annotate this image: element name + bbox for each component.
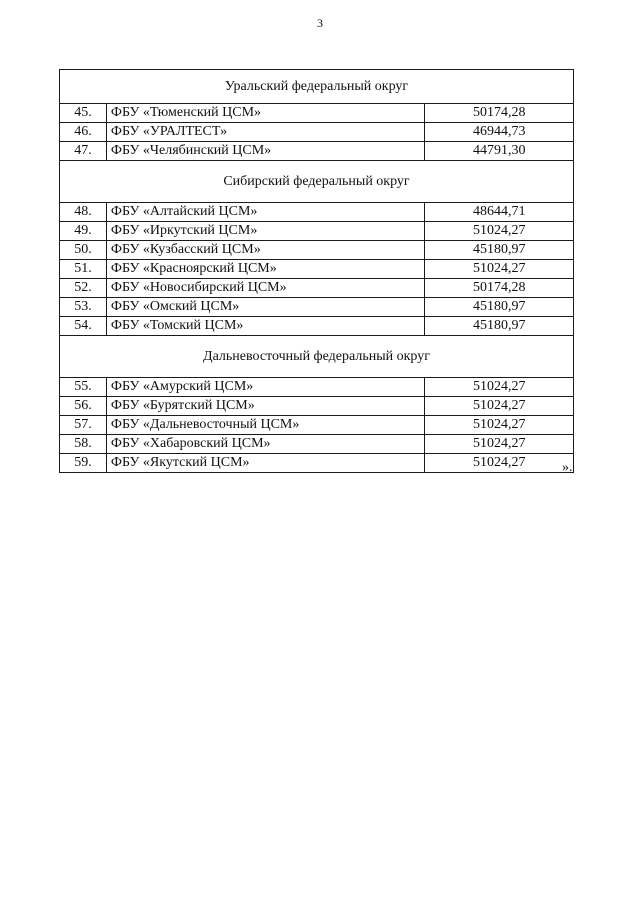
group-title: Сибирский федеральный округ xyxy=(60,161,574,203)
organization-name: ФБУ «Амурский ЦСМ» xyxy=(106,378,424,397)
table-row xyxy=(60,222,574,241)
group-header-row xyxy=(60,70,574,104)
organization-name: ФБУ «Якутский ЦСМ» xyxy=(106,454,424,473)
price-value: 51024,27 xyxy=(425,397,574,416)
price-value: 45180,97 xyxy=(425,317,574,336)
table-row xyxy=(60,298,574,317)
row-number: 48. xyxy=(60,203,107,222)
table-row xyxy=(60,416,574,435)
group-title: Уральский федеральный округ xyxy=(60,70,574,104)
row-number: 45. xyxy=(60,104,107,123)
organization-name: ФБУ «Новосибирский ЦСМ» xyxy=(106,279,424,298)
organization-name: ФБУ «УРАЛТЕСТ» xyxy=(106,123,424,142)
table-row xyxy=(60,123,574,142)
table-row xyxy=(60,397,574,416)
table-row xyxy=(60,104,574,123)
row-number: 59. xyxy=(60,454,107,473)
price-value: 51024,27 xyxy=(425,416,574,435)
table-row xyxy=(60,241,574,260)
organization-name: ФБУ «Омский ЦСМ» xyxy=(106,298,424,317)
table-row xyxy=(60,260,574,279)
price-value: 51024,27 xyxy=(425,222,574,241)
organization-name: ФБУ «Алтайский ЦСМ» xyxy=(106,203,424,222)
page-number: 3 xyxy=(317,16,323,30)
table-row xyxy=(60,317,574,336)
organization-name: ФБУ «Хабаровский ЦСМ» xyxy=(106,435,424,454)
table-row xyxy=(60,378,574,397)
row-number: 57. xyxy=(60,416,107,435)
row-number: 54. xyxy=(60,317,107,336)
row-number: 53. xyxy=(60,298,107,317)
price-value: 50174,28 xyxy=(425,279,574,298)
price-value: 50174,28 xyxy=(425,104,574,123)
organization-name: ФБУ «Челябинский ЦСМ» xyxy=(106,142,424,161)
table-row xyxy=(60,454,574,473)
row-number: 49. xyxy=(60,222,107,241)
table-row xyxy=(60,279,574,298)
row-number: 56. xyxy=(60,397,107,416)
price-value: 44791,30 xyxy=(425,142,574,161)
row-number: 58. xyxy=(60,435,107,454)
price-value: 51024,27 xyxy=(425,378,574,397)
price-value: 45180,97 xyxy=(425,298,574,317)
row-number: 51. xyxy=(60,260,107,279)
group-header-row xyxy=(60,336,574,378)
table-row xyxy=(60,203,574,222)
organization-name: ФБУ «Бурятский ЦСМ» xyxy=(106,397,424,416)
closing-quote-mark: ». xyxy=(562,460,573,475)
organization-name: ФБУ «Иркутский ЦСМ» xyxy=(106,222,424,241)
organization-name: ФБУ «Тюменский ЦСМ» xyxy=(106,104,424,123)
price-value: 51024,27 xyxy=(425,435,574,454)
price-value: 51024,27 xyxy=(425,260,574,279)
table-row xyxy=(60,142,574,161)
organization-name: ФБУ «Кузбасский ЦСМ» xyxy=(106,241,424,260)
organization-name: ФБУ «Красноярский ЦСМ» xyxy=(106,260,424,279)
row-number: 50. xyxy=(60,241,107,260)
row-number: 47. xyxy=(60,142,107,161)
organization-name: ФБУ «Дальневосточный ЦСМ» xyxy=(106,416,424,435)
organization-name: ФБУ «Томский ЦСМ» xyxy=(106,317,424,336)
table-row xyxy=(60,435,574,454)
price-table xyxy=(59,69,574,473)
price-value: 46944,73 xyxy=(425,123,574,142)
row-number: 46. xyxy=(60,123,107,142)
price-value: 45180,97 xyxy=(425,241,574,260)
group-title: Дальневосточный федеральный округ xyxy=(60,336,574,378)
group-header-row xyxy=(60,161,574,203)
price-value: 48644,71 xyxy=(425,203,574,222)
price-value: 51024,27 xyxy=(425,454,574,473)
row-number: 52. xyxy=(60,279,107,298)
row-number: 55. xyxy=(60,378,107,397)
